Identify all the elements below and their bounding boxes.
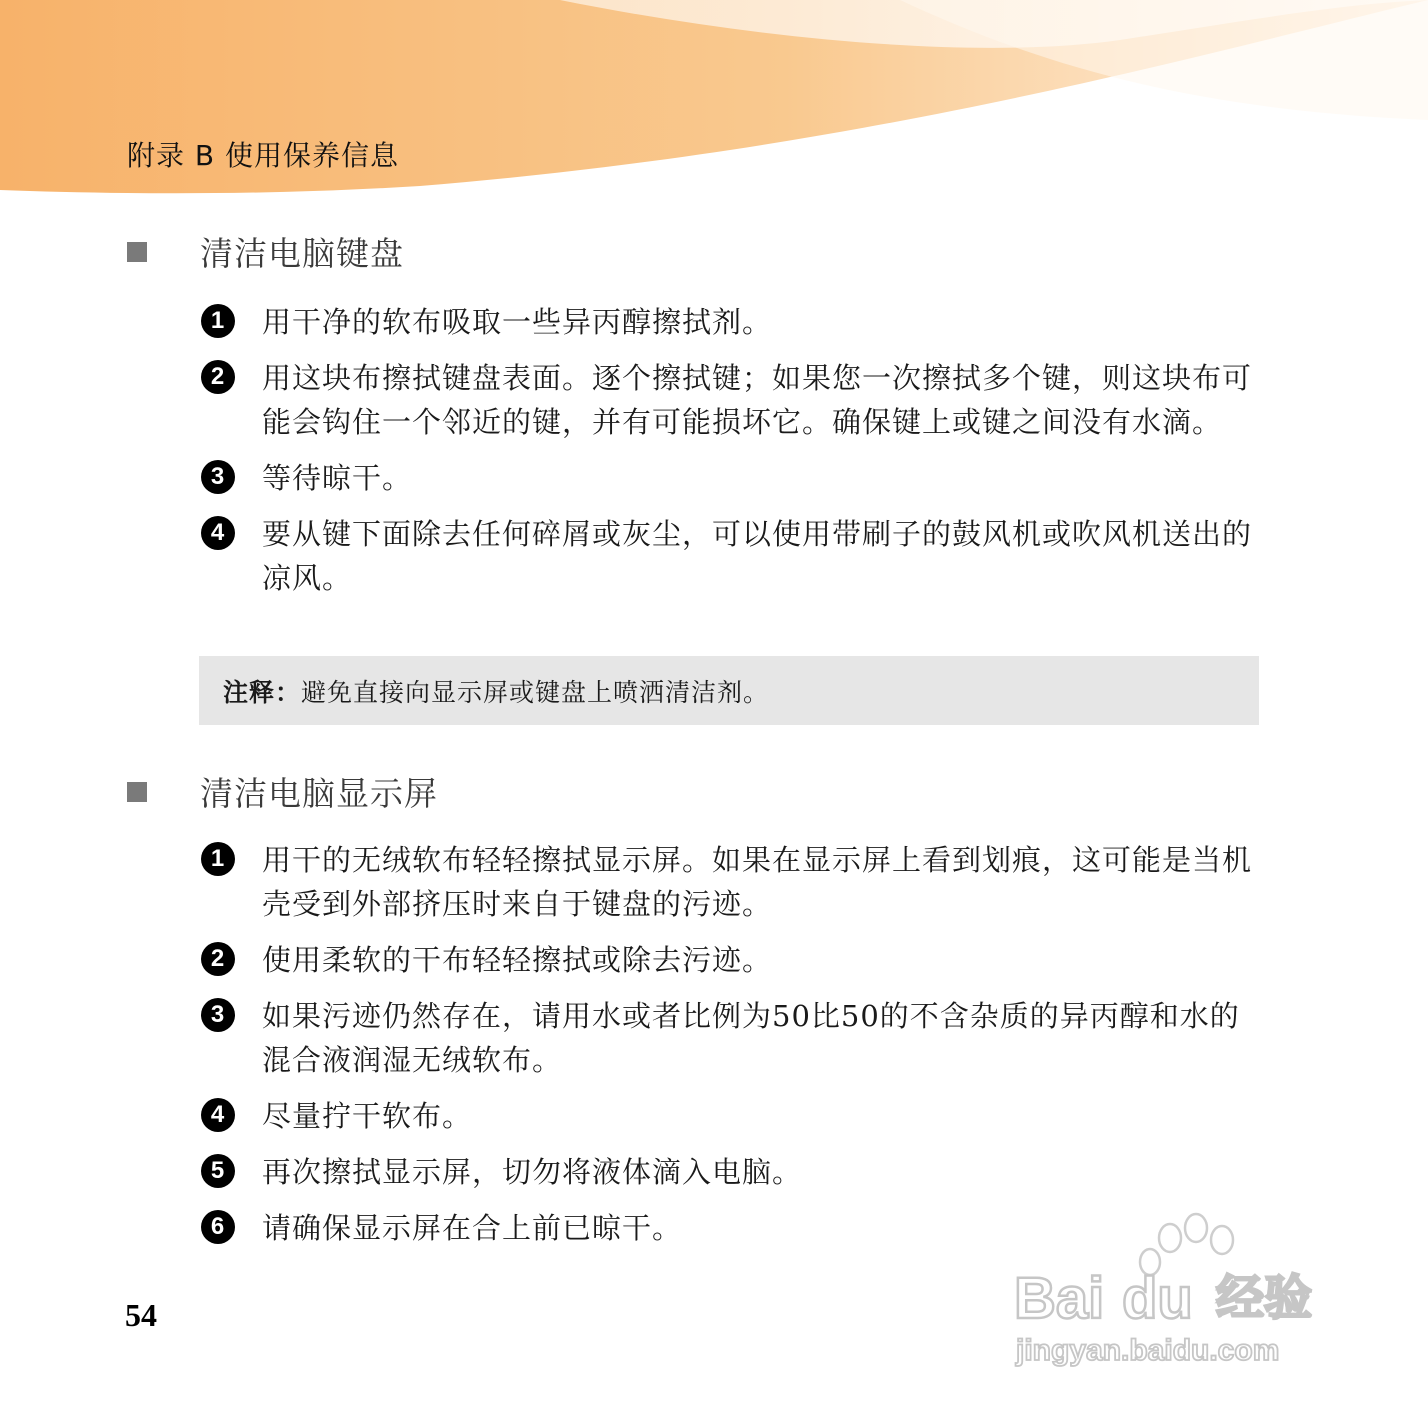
section-heading xyxy=(127,768,438,815)
step-number-icon: 4 xyxy=(201,516,235,550)
svg-text:经验: 经验 xyxy=(1216,1270,1313,1326)
step-text: 尽量拧干软布。 xyxy=(262,1099,473,1133)
step-text: 请确保显示屏在合上前已晾干。 xyxy=(262,1211,683,1245)
step-text: 用干净的软布吸取一些异丙醇擦拭剂。 xyxy=(262,305,773,339)
svg-text:jingyan.baidu.com: jingyan.baidu.com xyxy=(1016,1334,1280,1367)
note-label: 注释： xyxy=(223,677,302,707)
baidu-watermark-logo xyxy=(1010,1210,1350,1380)
step-number-icon: 4 xyxy=(201,1098,235,1132)
list-item xyxy=(199,356,1259,444)
step-text: 等待晾干。 xyxy=(262,461,413,495)
section-title: 清洁电脑键盘 xyxy=(200,234,404,273)
step-text: 用干的无绒软布轻轻擦拭显示屏。如果在显示屏上看到划痕，这可能是当机壳受到外部挤压时来自于键盘的污迹。 xyxy=(262,843,1253,921)
section-title: 清洁电脑显示屏 xyxy=(200,774,438,813)
list-item xyxy=(199,300,1259,344)
step-number-icon: 1 xyxy=(201,842,235,876)
list-item xyxy=(199,512,1259,600)
note-box xyxy=(199,656,1259,725)
list-item xyxy=(199,456,1259,500)
section-heading xyxy=(127,228,404,275)
step-number-icon: 3 xyxy=(201,460,235,494)
step-number-icon: 5 xyxy=(201,1154,235,1188)
note-text: 避免直接向显示屏或键盘上喷洒清洁剂。 xyxy=(301,677,770,707)
display-steps-list xyxy=(199,838,1259,1262)
list-item xyxy=(199,938,1259,982)
keyboard-steps-list xyxy=(199,300,1259,612)
step-text: 使用柔软的干布轻轻擦拭或除去污迹。 xyxy=(262,943,773,977)
step-text: 用这块布擦拭键盘表面。逐个擦拭键；如果您一次擦拭多个键，则这块布可能会钩住一个邻近的键，并有可能损坏它。确保键上或键之间没有水滴。 xyxy=(262,361,1253,439)
svg-text:du: du xyxy=(1122,1266,1193,1331)
step-text: 再次擦拭显示屏，切勿将液体滴入电脑。 xyxy=(262,1155,803,1189)
step-text: 要从键下面除去任何碎屑或灰尘，可以使用带刷子的鼓风机或吹风机送出的凉风。 xyxy=(262,517,1253,595)
step-number-icon: 3 xyxy=(201,998,235,1032)
list-item xyxy=(199,994,1259,1082)
step-number-icon: 1 xyxy=(201,304,235,338)
list-item xyxy=(199,1150,1259,1194)
page-number: 54 xyxy=(125,1297,157,1333)
chapter-title: 附录 B 使用保养信息 xyxy=(127,139,400,172)
section-marker-icon xyxy=(127,782,147,802)
list-item xyxy=(199,1094,1259,1138)
list-item xyxy=(199,838,1259,926)
step-text: 如果污迹仍然存在，请用水或者比例为50比50的不含杂质的异丙醇和水的混合液润湿无绒软布。 xyxy=(262,999,1240,1077)
step-number-icon: 2 xyxy=(201,942,235,976)
svg-text:Bai: Bai xyxy=(1014,1266,1105,1331)
step-number-icon: 2 xyxy=(201,360,235,394)
section-marker-icon xyxy=(127,242,147,262)
step-number-icon: 6 xyxy=(201,1210,235,1244)
